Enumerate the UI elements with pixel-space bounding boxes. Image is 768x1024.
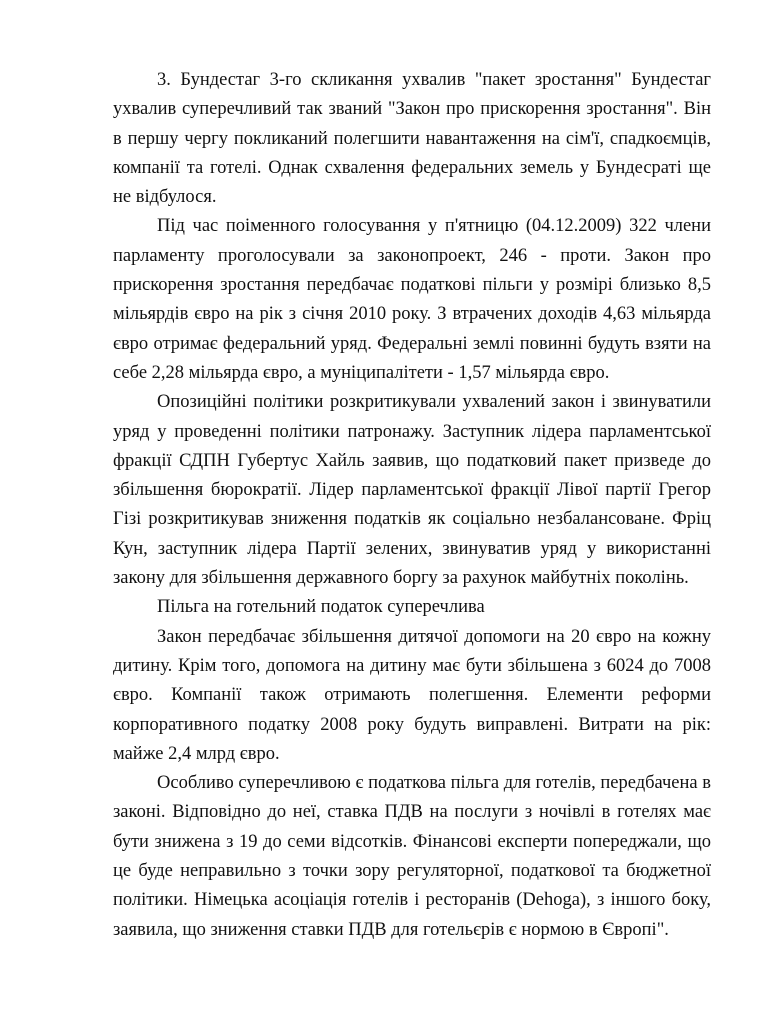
paragraph-bundestag-growth-package: 3. Бундестаг 3-го скликання ухвалив "пакет зростання" Бундестаг ухвалив суперечливий так званий "Закон про прискорення зростання". Він в першу чергу покликаний полегшити навантаження на сім'ї, спадкоємців, компанії та готелі. Однак схвалення федеральних земель у Бундесраті ще не відбулося. bbox=[113, 70, 711, 208]
section-subheading: Пільга на готельний податок суперечлива bbox=[157, 597, 485, 618]
paragraph-hotel-vat: Особливо суперечливою є податкова пільга для готелів, передбачена в законі. Відповідно до неї, ставка ПДВ на послуги з ночівлі в готелях має бути знижена з 19 до семи відсотків. Фінансові експерти попереджали, що це буде неправильно з точки зору регуляторної, податкової та бюджетної політики. Німецька асоціація готелів і ресторанів (Dehoga), з іншого боку, заявила, що зниження ставки ПДВ для готельєрів є нормою в Європі". bbox=[113, 773, 711, 940]
paragraph-roll-call-vote: Під час поіменного голосування у п'ятницю (04.12.2009) 322 члени парламенту проголосували за законопроект, 246 - проти. Закон про прискорення зростання передбачає податкові пільги у розмірі близько 8,5 мільярдів євро на рік з січня 2010 року. З втрачених доходів 4,63 мільярда євро отримає федеральний уряд. Федеральні землі повинні будуть взяти на себе 2,28 мільярда євро, а муніципалітети - 1,57 мільярда євро. bbox=[113, 216, 711, 383]
paragraph-child-benefit: Закон передбачає збільшення дитячої допомоги на 20 євро на кожну дитину. Крім того, допомога на дитину має бути збільшена з 6024 до 7008 євро. Компанії також отримають полегшення. Елементи реформи корпоративного податку 2008 року будуть виправлені. Витрати на рік: майже 2,4 млрд євро. bbox=[113, 626, 711, 764]
document-body bbox=[113, 66, 711, 945]
paragraph-opposition-criticism: Опозиційні політики розкритикували ухвалений закон і звинуватили уряд у проведенні політики патронажу. Заступник лідера парламентської фракції СДПН Губертус Хайль заявив, що податковий пакет призведе до збільшення бюрократії. Лідер парламентської фракції Лівої партії Грегор Гізі розкритикував зниження податків як соціально незбалансоване. Фріц Кун, заступник лідера Партії зелених, звинуватив уряд у використанні закону для збільшення державного боргу за рахунок майбутніх поколінь. bbox=[113, 392, 711, 589]
